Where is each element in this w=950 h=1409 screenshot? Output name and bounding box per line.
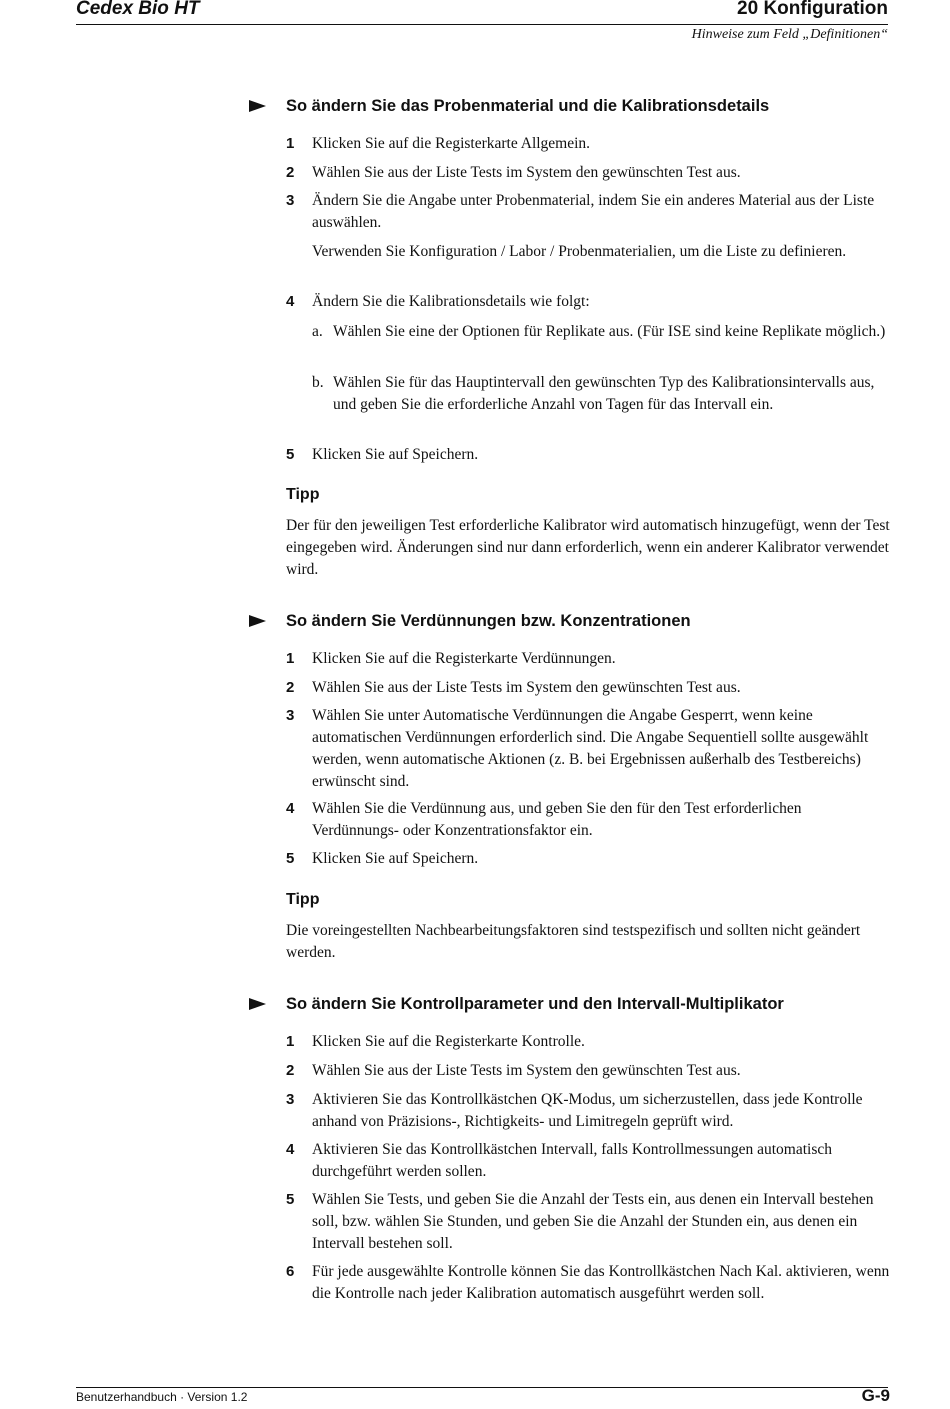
step-number: 5 — [286, 446, 295, 463]
step-text: Ändern Sie die Kalibrationsdetails wie folgt: — [312, 293, 590, 310]
manual-version: Benutzerhandbuch · Version 1.2 — [76, 1390, 248, 1404]
step-text: Klicken Sie auf Speichern. — [312, 446, 479, 463]
step-text: Für jede ausgewählte Kontrolle können Sie das Kontrollkästchen Nach Kal. aktivieren, wenn die Kontrolle nach jeder Kalibration automatisch ausgeführt werden soll. — [312, 1263, 890, 1302]
list-item — [286, 133, 890, 155]
list-item — [286, 1139, 890, 1183]
step-number: 5 — [286, 1191, 295, 1208]
tip-heading: Tipp — [286, 486, 320, 503]
sub-step-text: Wählen Sie eine der Optionen für Replikate aus. (Für ISE sind keine Replikate möglich.) — [333, 323, 886, 340]
step-text: Wählen Sie aus der Liste Tests im System den gewünschten Test aus. — [312, 164, 741, 181]
step-number: 1 — [286, 650, 295, 667]
sub-step — [312, 321, 892, 343]
sub-step-text: Wählen Sie für das Hauptintervall den gewünschten Typ des Kalibrationsintervalls aus, und geben Sie die erforderliche Anzahl von Tagen für das Intervall ein. — [333, 374, 875, 413]
list-item — [286, 705, 890, 793]
list-item — [286, 162, 890, 184]
list-item — [286, 190, 890, 234]
step-number: 1 — [286, 1033, 295, 1050]
list-item — [286, 798, 890, 842]
section-title: So ändern Sie Verdünnungen bzw. Konzentrationen — [286, 612, 691, 630]
step-number: 2 — [286, 1062, 295, 1079]
step-number: 3 — [286, 707, 295, 724]
tip-heading: Tipp — [286, 891, 320, 908]
list-item — [286, 1089, 890, 1133]
step-number: 3 — [286, 1091, 295, 1108]
step-text: Wählen Sie aus der Liste Tests im System den gewünschten Test aus. — [312, 679, 741, 696]
step-number: 5 — [286, 850, 295, 867]
step-text: Aktivieren Sie das Kontrollkästchen Intervall, falls Kontrollmessungen automatisch durchgeführt werden sollen. — [312, 1141, 832, 1180]
step-text: Klicken Sie auf die Registerkarte Allgemein. — [312, 135, 591, 152]
step-text: Wählen Sie unter Automatische Verdünnungen die Angabe Gesperrt, wenn keine automatischen Verdünnungen erforderlich sind. Die Angabe Sequentiell sollte ausgewählt werden, wenn automatische Aktionen (z. B. bei Ergebnissen außerhalb des Testbereichs) erwünscht sind. — [312, 707, 869, 790]
step-number: 4 — [286, 800, 295, 817]
step-text: Wählen Sie Tests, und geben Sie die Anzahl der Tests ein, aus denen ein Intervall bestehen soll, bzw. wählen Sie Stunden, und geben Sie die Anzahl der Stunden ein, aus denen ein Intervall bestehen soll. — [312, 1191, 874, 1252]
list-item — [286, 444, 890, 466]
list-item — [286, 848, 890, 870]
step-number: 4 — [286, 1141, 295, 1158]
step-text: Klicken Sie auf Speichern. — [312, 850, 479, 867]
list-item — [286, 677, 890, 699]
list-item — [286, 1189, 890, 1255]
sub-step — [312, 372, 892, 416]
step-number: 4 — [286, 293, 295, 310]
chapter-subtitle: Hinweise zum Feld „Definitionen“ — [691, 27, 888, 42]
arrow-right-icon — [249, 998, 266, 1010]
step-text: Wählen Sie aus der Liste Tests im System den gewünschten Test aus. — [312, 1062, 741, 1079]
arrow-right-icon — [249, 100, 266, 112]
step-text: Klicken Sie auf die Registerkarte Verdünnungen. — [312, 650, 616, 667]
step-number: 1 — [286, 135, 295, 152]
step-number: 2 — [286, 164, 295, 181]
section-title: So ändern Sie Kontrollparameter und den Intervall-Multiplikator — [286, 995, 784, 1013]
chapter-title: 20 Konfiguration — [737, 0, 888, 19]
tip-text: Der für den jeweiligen Test erforderliche Kalibrator wird automatisch hinzugefügt, wenn der Test eingegeben wird. Änderungen sind nur dann erforderlich, wenn ein anderer Kalibrator verwendet wird. — [286, 517, 890, 578]
step-text: Ändern Sie die Angabe unter Probenmaterial, indem Sie ein anderes Material aus der Liste auswählen. — [312, 192, 875, 231]
section-title: So ändern Sie das Probenmaterial und die Kalibrationsdetails — [286, 97, 770, 115]
sub-step-letter: a. — [312, 323, 323, 340]
step-text: Wählen Sie die Verdünnung aus, und geben Sie den für den Test erforderlichen Verdünnungs- oder Konzentrationsfaktor ein. — [312, 800, 802, 839]
list-item — [286, 1031, 890, 1053]
product-name: Cedex Bio HT — [76, 0, 200, 19]
list-item — [286, 1261, 890, 1305]
list-item — [286, 1060, 890, 1082]
step-text: Aktivieren Sie das Kontrollkästchen QK-Modus, um sicherzustellen, dass jede Kontrolle anhand von Präzisions-, Richtigkeits- und Limitregeln geprüft wird. — [312, 1091, 863, 1130]
step-note: Verwenden Sie Konfiguration / Labor / Probenmaterialien, um die Liste zu definieren. — [312, 243, 847, 260]
list-item — [286, 648, 890, 670]
step-number: 6 — [286, 1263, 295, 1280]
tip-text: Die voreingestellten Nachbearbeitungsfaktoren sind testspezifisch und sollten nicht geändert werden. — [286, 922, 861, 961]
step-number: 3 — [286, 192, 295, 209]
list-item — [286, 291, 890, 313]
page-number: G-9 — [861, 1386, 890, 1405]
sub-step-letter: b. — [312, 374, 324, 391]
footer-divider — [76, 1387, 888, 1388]
step-number: 2 — [286, 679, 295, 696]
step-text: Klicken Sie auf die Registerkarte Kontrolle. — [312, 1033, 585, 1050]
arrow-right-icon — [249, 615, 266, 627]
section-heading-verduennungen — [250, 611, 691, 631]
section-heading-probenmaterial — [250, 96, 769, 116]
section-heading-kontrollparameter — [250, 994, 784, 1014]
header-divider — [76, 24, 888, 25]
